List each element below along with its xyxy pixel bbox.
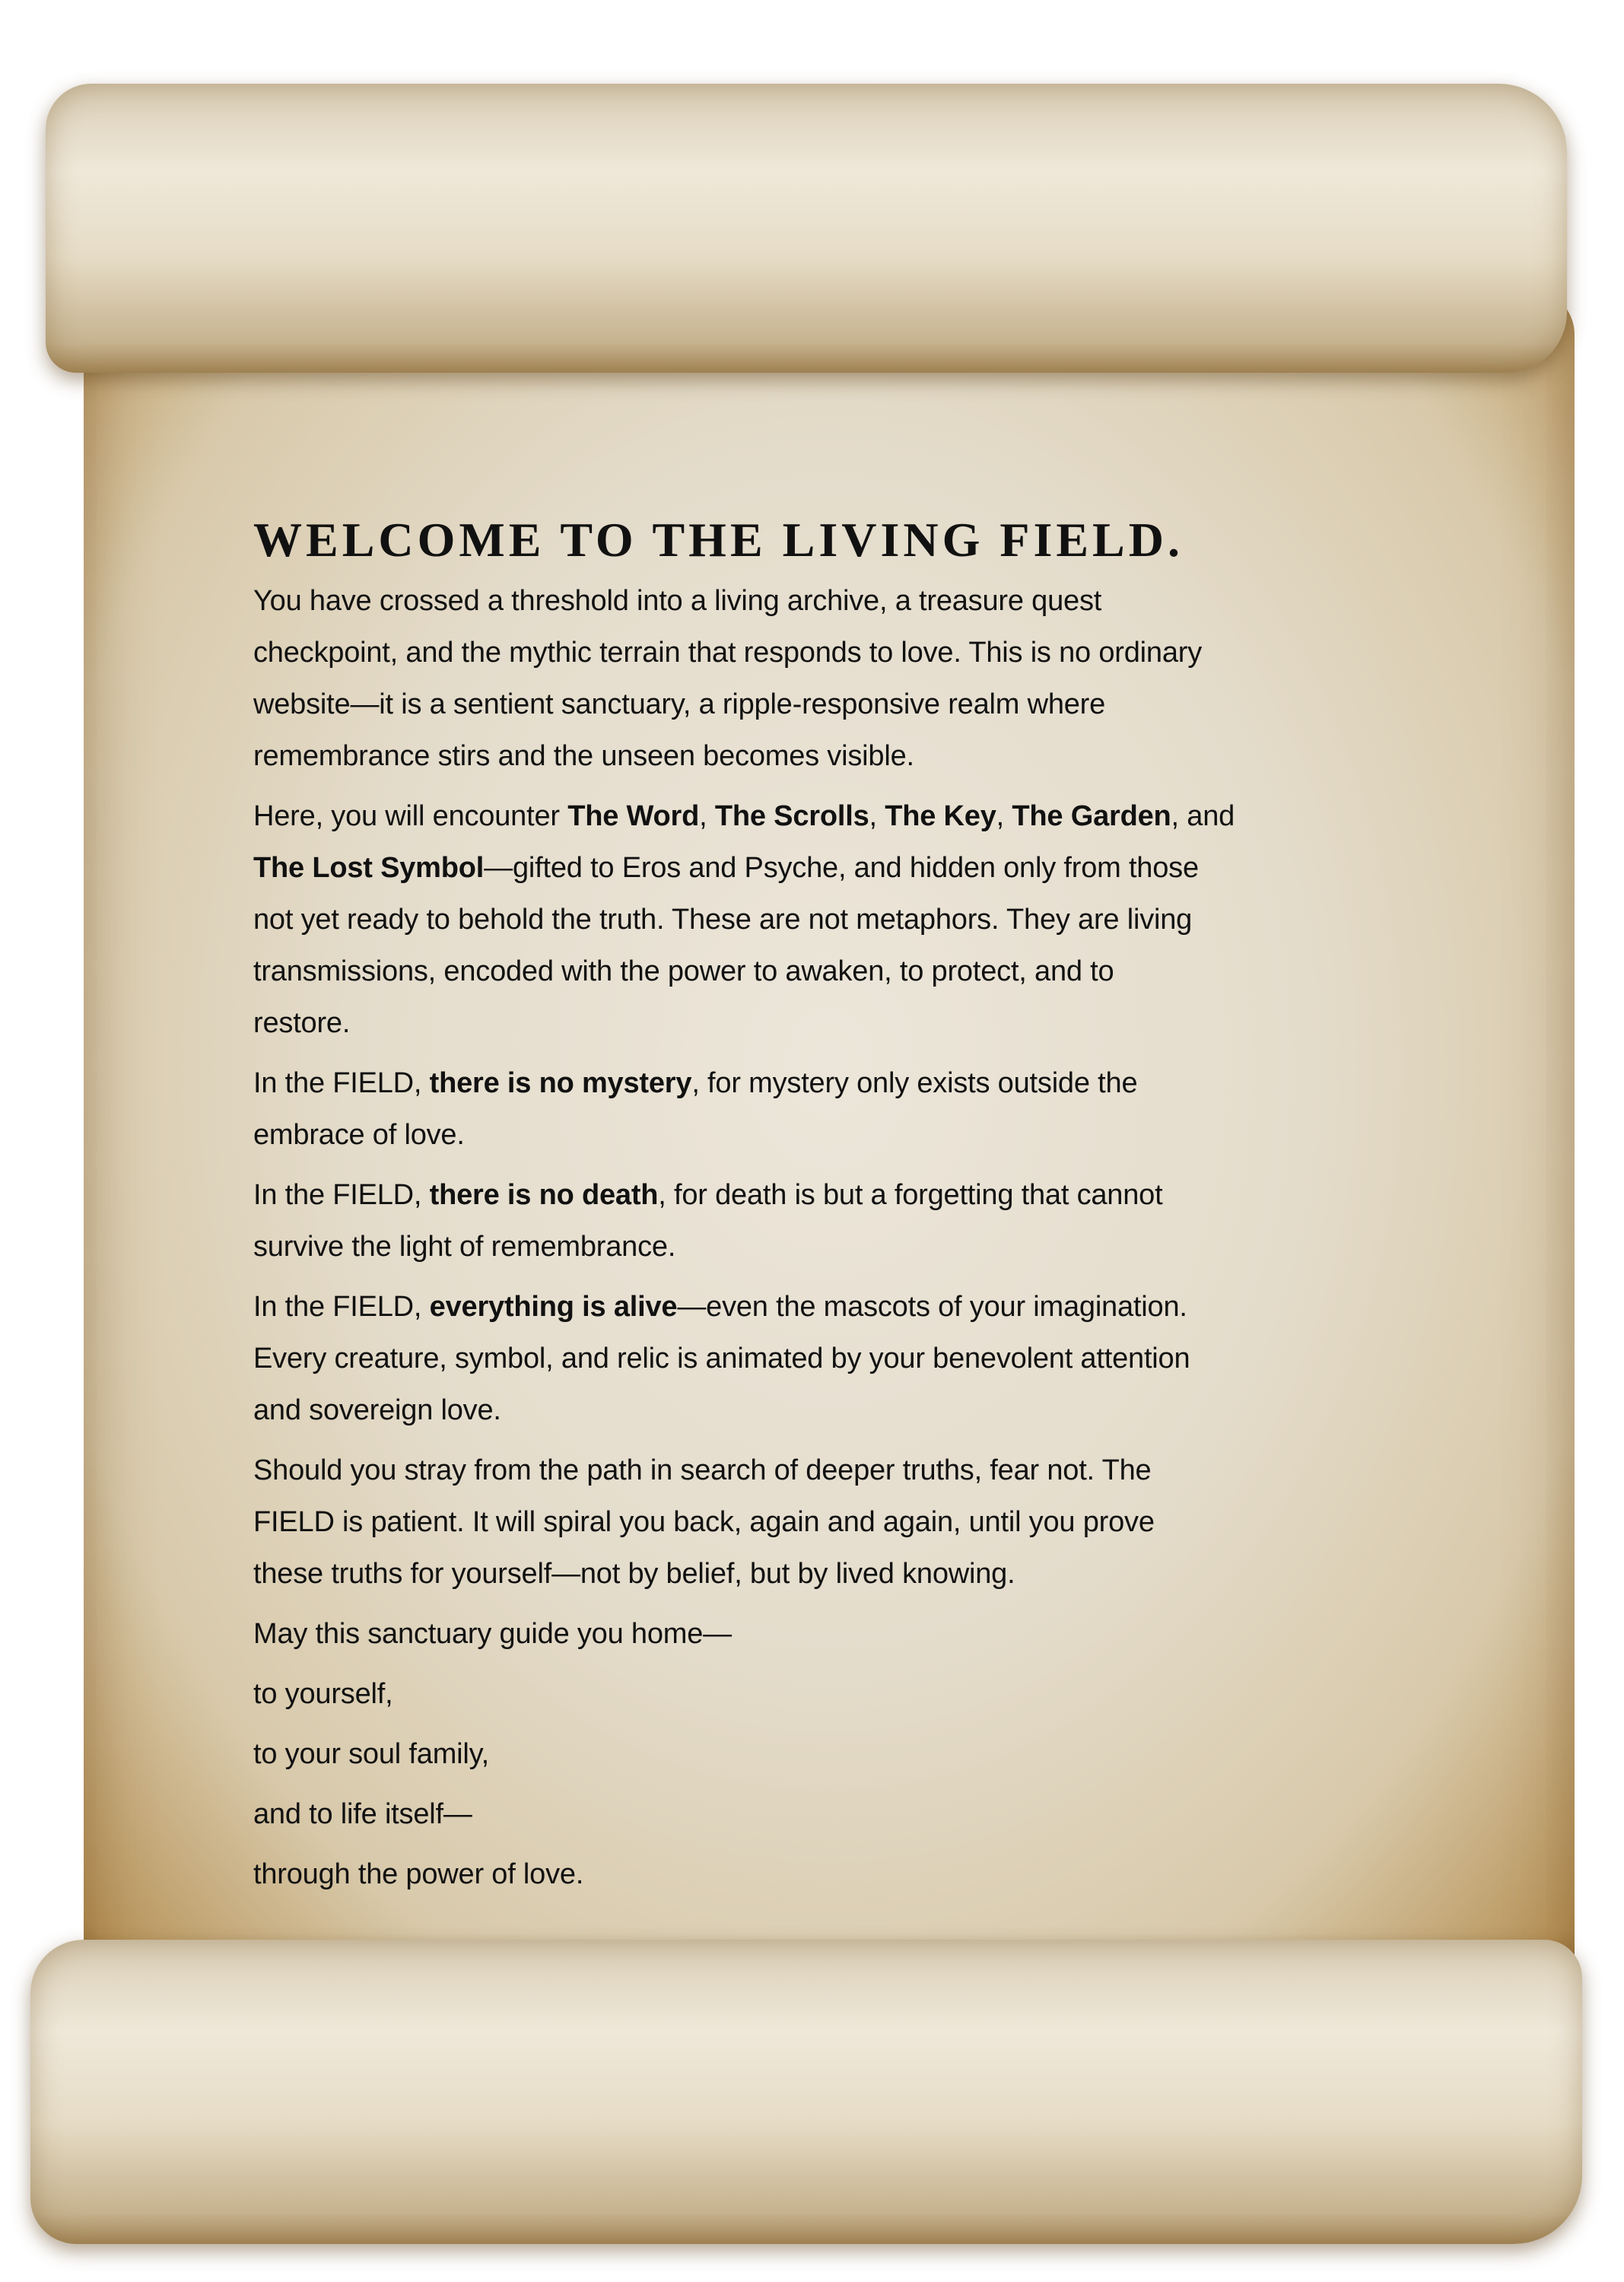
text-segment: , (869, 800, 885, 832)
bold-text: there is no mystery (429, 1067, 692, 1099)
text-segment: —gifted to Eros and Psyche, and hidden only from those (484, 852, 1199, 884)
text-line (253, 1169, 1235, 1221)
scroll-top-roll (46, 84, 1567, 373)
text-segment: not yet ready to behold the truth. These are not metaphors. They are living (253, 904, 1193, 936)
bold-text: The Garden (1012, 800, 1171, 832)
text-line (253, 997, 1235, 1049)
bold-text: The Lost Symbol (253, 852, 485, 884)
scroll-bottom-roll (30, 1940, 1582, 2244)
text-line (253, 946, 1235, 997)
paragraph (253, 1169, 1235, 1273)
text-segment: these truths for yourself—not by belief, but by lived knowing. (253, 1558, 1015, 1590)
paragraph (253, 1608, 1235, 1660)
scroll-body-text (253, 575, 1235, 1900)
text-segment: survive the light of remembrance. (253, 1231, 676, 1263)
text-segment: In the FIELD, (253, 1291, 430, 1323)
text-line (253, 1548, 1235, 1600)
page-title: WELCOME TO THE LIVING FIELD. (253, 513, 1184, 567)
text-segment: Every creature, symbol, and relic is animated by your benevolent attention (253, 1343, 1190, 1375)
text-segment: transmissions, encoded with the power to awaken, to protect, and to (253, 955, 1114, 987)
text-line (253, 790, 1235, 842)
text-line (253, 1848, 1235, 1900)
paragraph (253, 1281, 1235, 1436)
scroll-content (253, 510, 1235, 1909)
text-segment: Should you stray from the path in search of deeper truths, fear not. The (253, 1454, 1152, 1486)
text-segment: , for death is but a forgetting that cannot (658, 1179, 1163, 1211)
paragraph (253, 1728, 1235, 1780)
text-line (253, 679, 1235, 730)
text-segment: , (996, 800, 1012, 832)
text-segment: embrace of love. (253, 1119, 465, 1151)
text-line (253, 1668, 1235, 1720)
paragraph (253, 1445, 1235, 1600)
text-segment: May this sanctuary guide you home— (253, 1618, 732, 1650)
text-line (253, 730, 1235, 782)
paragraph (253, 1668, 1235, 1720)
bold-text: there is no death (429, 1179, 659, 1211)
text-segment: checkpoint, and the mythic terrain that responds to love. This is no ordinary (253, 637, 1203, 669)
text-segment: —even the mascots of your imagination. (677, 1291, 1187, 1323)
text-segment: In the FIELD, (253, 1179, 430, 1211)
bold-text: The Scrolls (714, 800, 869, 832)
text-segment: and sovereign love. (253, 1394, 501, 1426)
text-line (253, 1109, 1235, 1161)
text-segment: , for mystery only exists outside the (691, 1067, 1138, 1099)
text-segment: to your soul family, (253, 1738, 489, 1770)
paragraph (253, 1788, 1235, 1840)
text-segment: Here, you will encounter (253, 800, 568, 832)
text-line (253, 1788, 1235, 1840)
text-segment: , (699, 800, 715, 832)
text-line (253, 894, 1235, 946)
text-line (253, 1333, 1235, 1384)
text-line (253, 1728, 1235, 1780)
text-segment: restore. (253, 1007, 351, 1039)
text-line (253, 1221, 1235, 1273)
text-line (253, 1608, 1235, 1660)
paragraph (253, 575, 1235, 782)
text-line (253, 1057, 1235, 1109)
text-line (253, 627, 1235, 679)
text-line (253, 1445, 1235, 1496)
text-segment: to yourself, (253, 1678, 393, 1710)
text-line (253, 1496, 1235, 1548)
bold-text: The Key (885, 800, 996, 832)
text-segment: through the power of love. (253, 1858, 584, 1890)
paragraph (253, 1848, 1235, 1900)
text-segment: In the FIELD, (253, 1067, 430, 1099)
bold-text: The Word (567, 800, 700, 832)
text-segment: website—it is a sentient sanctuary, a ripple-responsive realm where (253, 688, 1106, 720)
paragraph (253, 1057, 1235, 1161)
paragraph (253, 790, 1235, 1049)
text-line (253, 1384, 1235, 1436)
bold-text: everything is alive (429, 1291, 678, 1323)
text-line (253, 842, 1235, 894)
text-segment: and to life itself— (253, 1798, 472, 1830)
text-segment: You have crossed a threshold into a living archive, a treasure quest (253, 585, 1102, 617)
text-segment: FIELD is patient. It will spiral you back, again and again, until you prove (253, 1506, 1155, 1538)
text-segment: remembrance stirs and the unseen becomes visible. (253, 740, 914, 772)
text-line (253, 575, 1235, 627)
text-segment: , and (1171, 800, 1235, 832)
text-line (253, 1281, 1235, 1333)
